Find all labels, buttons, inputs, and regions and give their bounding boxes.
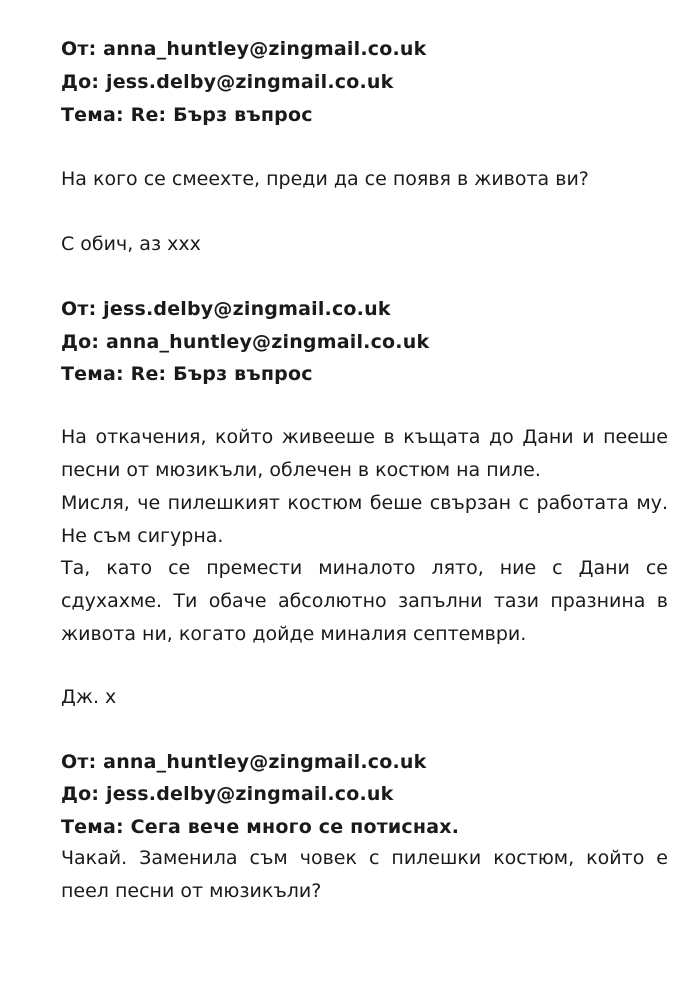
email-body-paragraph: Та, като се премести миналото лято, ние с Дани се сдухахме. Ти обаче абсолютно запълни тази празнина в живота ни, когато дойде миналия септември. xyxy=(61,557,668,645)
email-body-paragraph: Мисля, че пилешкият костюм беше свързан с работата му. Не съм сигурна. xyxy=(61,492,668,547)
email-to: До: jess.delby@zingmail.co.uk xyxy=(61,783,394,805)
email-body-paragraph: Чакай. Заменила съм човек с пилешки костюм, който е пеел песни от мюзикъли? xyxy=(61,847,668,902)
email-subject: Тема: Re: Бърз въпрос xyxy=(61,363,313,385)
email-subject: Тема: Сега вече много се потиснах. xyxy=(61,816,460,838)
email-body-paragraph: На откачения, който живееше в къщата до Дани и пееше песни от мюзикъли, облечен в костюм на пиле. xyxy=(61,426,668,481)
email-from: От: jess.delby@zingmail.co.uk xyxy=(61,298,391,320)
email-to: До: anna_huntley@zingmail.co.uk xyxy=(61,331,430,353)
email-body-paragraph: На кого се смеехте, преди да се появя в живота ви? xyxy=(61,168,589,190)
email-to: До: jess.delby@zingmail.co.uk xyxy=(61,71,394,93)
email-from: От: anna_huntley@zingmail.co.uk xyxy=(61,38,427,60)
email-from: От: anna_huntley@zingmail.co.uk xyxy=(61,751,427,773)
email-signature: С обич, аз xxx xyxy=(61,233,201,255)
email-signature: Дж. x xyxy=(61,686,117,708)
email-subject: Тема: Re: Бърз въпрос xyxy=(61,104,313,126)
